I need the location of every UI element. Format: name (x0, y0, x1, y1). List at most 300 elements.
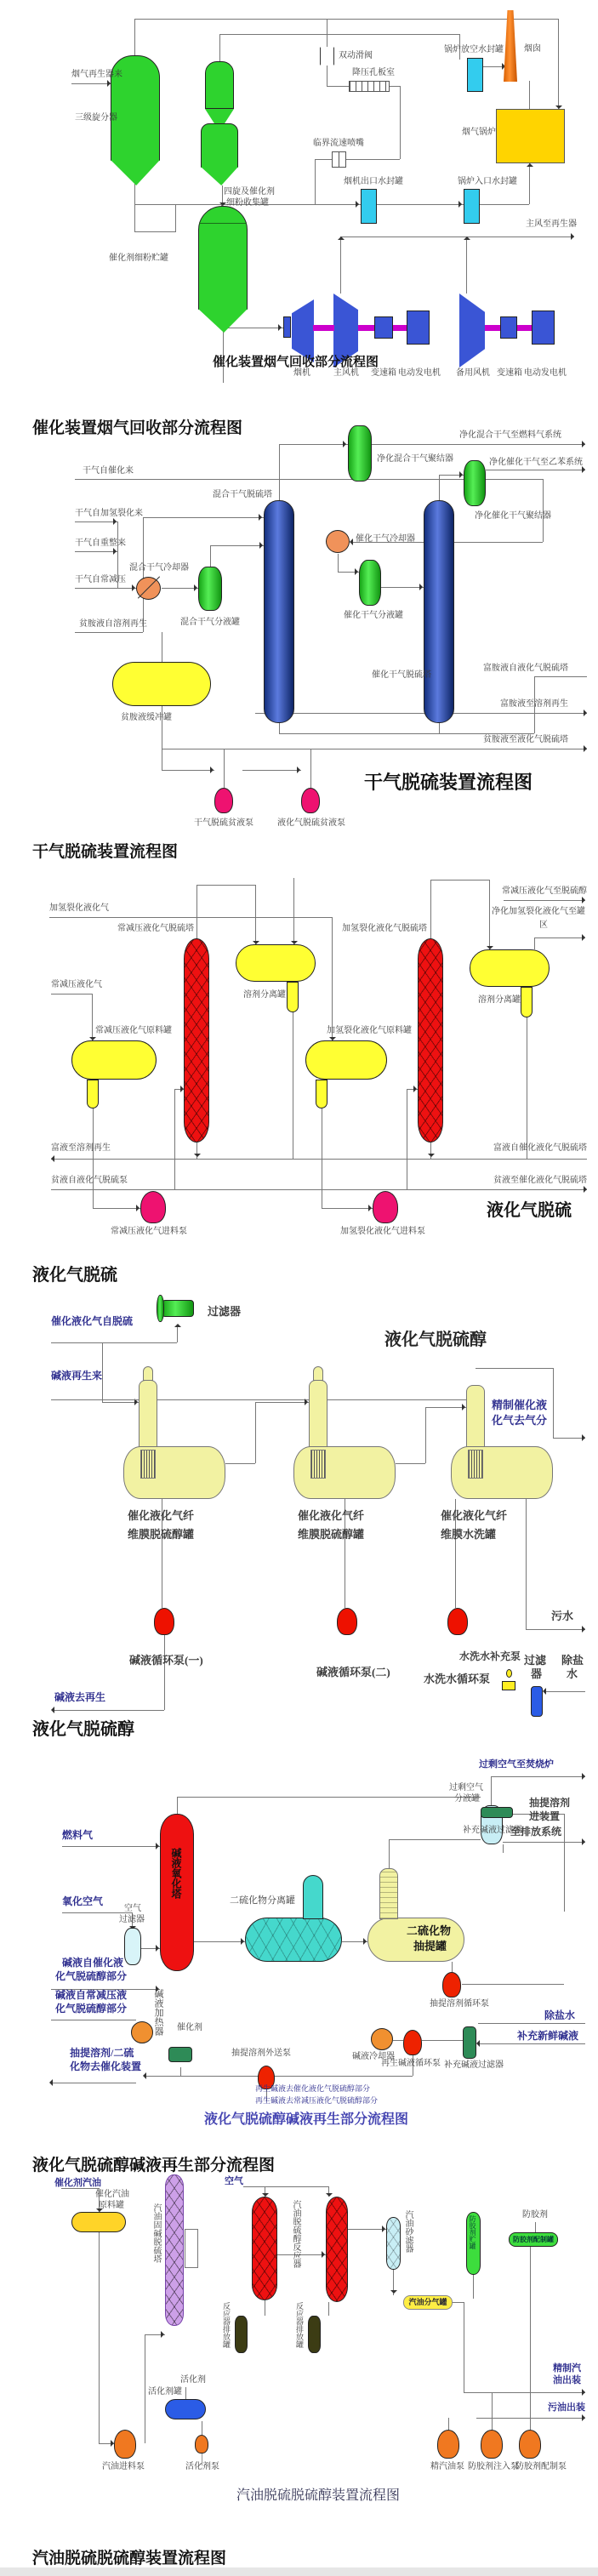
section3-caption: 液化气脱硫 (487, 1201, 572, 1220)
contactor-b-nozzle (313, 1366, 323, 1381)
label-filter2a: 过滤 (524, 1654, 547, 1667)
label-air-filter-a: 空气 (124, 1904, 141, 1913)
pipe (143, 517, 264, 518)
pipe (439, 723, 440, 733)
label-pure-hydro-b: 区 (539, 920, 548, 930)
section4-title: 液化气脱硫醇 (384, 1331, 487, 1349)
label-turbine: 烟机 (293, 368, 310, 378)
pipe (255, 713, 587, 714)
label-refined-a: 精制催化液 (492, 1399, 548, 1411)
pipe (51, 1399, 476, 1400)
pipe (62, 1912, 132, 1913)
hydro-lpg-extractor (418, 938, 443, 1143)
label-cyclone4-2: 细粉收集罐 (226, 198, 269, 208)
sweetening-reactor1 (252, 2197, 277, 2300)
label-lean-to: 贫胺液至液化气脱硫塔 (483, 735, 568, 744)
hydro-feed-tank (305, 1040, 387, 1080)
label-cooler: 碱液冷却器 (352, 2052, 395, 2061)
contactor-b-drum (293, 1446, 396, 1499)
label-cyclone3: 三级旋分器 (75, 113, 117, 123)
pipe (504, 900, 585, 901)
arrow (571, 233, 574, 240)
label-act-pump: 活化剂泵 (185, 2462, 219, 2471)
lpg-filter-flange (157, 1295, 164, 1322)
pipe (491, 1776, 585, 1777)
pipe (529, 163, 530, 204)
pipe (143, 517, 144, 632)
pipe (75, 521, 117, 522)
arrow (368, 1205, 372, 1211)
label-hydro-feed-tank: 加氢裂化液化气原料罐 (327, 1026, 412, 1035)
reactor-drain-tank1 (235, 2316, 248, 2353)
label-makeup-filter-top: 补充碱液过滤器 (463, 1826, 522, 1835)
label-regen-pump: 再生碱液循环泵 (381, 2059, 441, 2068)
arrow (458, 201, 462, 208)
activator-drum (165, 2399, 206, 2419)
standby-blower (459, 294, 485, 368)
arrow (527, 163, 533, 167)
makeup-valve (502, 1681, 515, 1690)
arrow (582, 934, 585, 941)
pipe (348, 2229, 386, 2230)
pipe (332, 917, 333, 1040)
pipe (503, 1844, 504, 1853)
contactor-b-fiber (310, 1450, 326, 1479)
fines-tank-seam (199, 223, 247, 224)
cat-gas-ko-drum (359, 560, 381, 606)
arrow (582, 897, 585, 903)
arrow (194, 584, 197, 591)
cat-gas-absorber (424, 500, 454, 723)
drygas-lean-pump (214, 788, 233, 813)
label-caustic-in: 碱液再生来 (51, 1370, 103, 1382)
label-drain2: 反应器排放罐 (295, 2302, 304, 2348)
label-standby: 备用风机 (456, 368, 490, 378)
label-out-b: 化物去催化装置 (70, 2060, 142, 2072)
label-nozzle: 临界流速喷嘴 (313, 139, 364, 148)
caustic-circ-pump2 (337, 1608, 357, 1635)
hydro-feed-tank-boot (316, 1080, 327, 1108)
lpg-lean-pump (301, 788, 320, 813)
label-regen-cdu: 再生碱液去常减压液化气脱硫醇部分 (255, 2096, 379, 2105)
cdu-lpg-extractor (184, 938, 209, 1143)
label-cdu-pump: 常减压液化气进料泵 (111, 1227, 187, 1236)
arrow (582, 2414, 585, 2421)
arrow (428, 1154, 435, 1157)
arrow (51, 1155, 54, 1162)
pipe (340, 237, 341, 294)
label-reactor: 汽油脱硫醇反应器 (291, 2200, 300, 2268)
pipe (390, 86, 400, 87)
solvent-sep-drum1-boot (287, 982, 299, 1012)
pipe (530, 2247, 531, 2431)
double-slide-valve-icon (320, 47, 334, 66)
section2-header: 干气脱硫装置流程图 (32, 843, 179, 861)
section1-caption: 催化装置烟气回收部分流程图 (213, 356, 379, 369)
lpg-filter (162, 1300, 194, 1317)
label-filter2b: 器 (531, 1667, 543, 1680)
shaft4 (485, 325, 500, 331)
pipe (464, 2392, 585, 2393)
pipe (345, 159, 400, 160)
pipe (255, 1402, 256, 1463)
label-pump-r1: 精汽油泵 (430, 2462, 464, 2471)
turbine-inlet-block (283, 316, 291, 338)
pipe (180, 2067, 181, 2076)
arrow (143, 2072, 146, 2079)
arrow (161, 2331, 164, 2338)
label-drygas-cat: 干气自催化来 (83, 466, 134, 476)
label-pump-r3: 防胶剂配制泵 (515, 2462, 567, 2471)
label-motor2: 电动发电机 (524, 368, 567, 378)
label-cyclone4-1: 四旋及催化剂 (224, 187, 275, 197)
pipe (75, 632, 143, 633)
lean-amine-buffer (112, 662, 211, 706)
section5-header: 液化气脱硫醇碱液再生部分流程图 (32, 2157, 276, 2174)
page-bottom-strip (0, 2567, 598, 2576)
pipe (194, 1941, 245, 1942)
makeup-caustic-filter-top (481, 1807, 513, 1818)
cyclone-4th-stage-funnel (205, 109, 234, 123)
pipe (293, 878, 294, 944)
pipe (255, 1402, 309, 1403)
pipe (396, 1463, 425, 1464)
label-chimney: 烟囱 (524, 44, 541, 54)
pipe (473, 2275, 474, 2299)
cyclone-4th-stage-body (201, 123, 238, 168)
label-disulf-ext-a: 二硫化物 (407, 1924, 452, 1937)
label-activator: 活化剂 (180, 2375, 206, 2385)
label-excess-drum-a: 过剩空气 (449, 1783, 483, 1792)
section6-header: 汽油脱硫脱硫醇装置流程图 (32, 2550, 227, 2567)
cyclone-4th-stage-top (205, 61, 234, 109)
makeup-filter-blue (531, 1686, 543, 1717)
label-hydro-tower: 加氢裂化液化气脱硫塔 (342, 924, 427, 933)
section4-header: 液化气脱硫醇 (32, 1720, 134, 1739)
makeup-valve-stem (506, 1669, 512, 1678)
label-lean-from-pump: 贫液自液化气脱硫泵 (51, 1176, 128, 1185)
pipe (430, 880, 489, 881)
pipe (174, 1089, 175, 1189)
label-mix-drum: 混合干气分液罐 (180, 618, 240, 627)
label-refined-b: 化气去气分 (492, 1414, 548, 1427)
fines-storage-cone (198, 309, 248, 333)
label-from-regenerator: 烟气再生器来 (71, 70, 122, 79)
label-excess-to-incin: 过剩空气至焚烧炉 (479, 1759, 554, 1770)
fixed-caustic-tower (165, 2174, 184, 2326)
pipe (389, 1839, 390, 1868)
label-fuel-gas: 燃料气 (62, 1829, 94, 1841)
label-cdu-to-merc: 常减压液化气至脱硫醇 (502, 886, 587, 896)
pipe (526, 1629, 585, 1630)
section6-caption: 汽油脱硫脱硫醇装置流程图 (236, 2488, 401, 2503)
arrow (156, 1843, 159, 1849)
label-mix-cooler: 混合干气冷却器 (129, 563, 189, 573)
arrow (382, 2226, 385, 2232)
regen-caustic-pump (403, 2030, 422, 2055)
label-rich-from: 富胺液自液化气脱硫塔 (483, 664, 568, 673)
label-blower: 主风机 (333, 368, 359, 378)
fixed-tower-side-box (185, 2229, 198, 2268)
pipe (338, 554, 339, 572)
pipe (196, 885, 255, 886)
orifice-chamber (349, 81, 390, 92)
catalyst-valve (168, 2047, 192, 2062)
chimney (504, 10, 517, 82)
arrow (194, 1154, 201, 1157)
arrow (582, 1773, 585, 1780)
pipe (328, 2302, 329, 2316)
antigum-prep-pump (519, 2430, 541, 2459)
arrow (259, 542, 263, 549)
pipe (529, 81, 530, 109)
pipe (219, 34, 220, 61)
label-pump2: 碱液循环泵(二) (316, 1666, 390, 1678)
pipe (71, 83, 111, 84)
pipe (543, 479, 544, 542)
label-inlet-seal: 锅炉入口水封罐 (458, 177, 517, 186)
pipe (535, 2222, 536, 2232)
turbine-outlet-seal-tank (361, 189, 377, 224)
arrow (476, 2040, 480, 2047)
pipe (553, 1368, 554, 1438)
label-rich-from-cat: 富液自催化液化气脱硫塔 (493, 1143, 587, 1153)
label-feed-pump: 汽油进料泵 (102, 2462, 145, 2471)
gasoline-gas-sep: 汽油分气罐 (403, 2295, 453, 2310)
contactor-a-drum (123, 1446, 225, 1499)
pipe (478, 2023, 585, 2024)
label-disulf-ext-b: 抽提罐 (413, 1940, 447, 1952)
pipe (553, 1438, 585, 1439)
label-from-cat-a: 碱液自催化液 (62, 1957, 124, 1969)
label-sand-filter: 汽油砂滤器 (403, 2210, 413, 2253)
label-fresh-caustic: 补充新鲜碱液 (517, 2030, 579, 2042)
arrow (278, 324, 282, 331)
label-from-cdu-a: 碱液自常减压液 (55, 1989, 128, 2001)
arrow (464, 237, 470, 240)
arrow (322, 2251, 325, 2258)
label-buffer: 贫胺液缓冲罐 (121, 713, 172, 722)
pipe (466, 237, 467, 294)
label-drygas-reform: 干气自重整来 (75, 539, 126, 548)
pipe (177, 1327, 178, 1342)
arrow (582, 1626, 585, 1633)
pipe (322, 1208, 373, 1209)
label-orifice: 降压孔板室 (352, 68, 395, 77)
cdu-feed-pump (140, 1191, 166, 1223)
arrow (459, 471, 463, 478)
label-regen-cat: 再生碱液去催化液化气脱硫醇部分 (255, 2084, 371, 2093)
label-tank-b1: 催化液化气纤 (298, 1509, 365, 1522)
pipe (503, 1842, 585, 1843)
arrow (326, 2193, 333, 2197)
pipe (439, 475, 440, 500)
shaft3 (393, 325, 407, 331)
label-hydro-lpg: 加氢裂化液化气 (49, 903, 109, 913)
label-from-cat-b: 化气脱硫醇部分 (55, 1970, 128, 1982)
pipe (544, 1691, 585, 1692)
contactor-a-column (139, 1380, 157, 1448)
pipe (134, 19, 558, 20)
pipe (478, 2043, 585, 2044)
label-pump-r2: 防胶剂注入泵 (468, 2462, 519, 2471)
pipe (51, 1159, 587, 1160)
pipe (75, 588, 136, 589)
arrow (136, 1205, 140, 1211)
label-tank-a2: 维膜脱硫醇罐 (128, 1528, 195, 1541)
label-outlet-seal: 烟机出口水封罐 (344, 177, 403, 186)
pipe (62, 1846, 160, 1847)
sweetening-reactor2 (326, 2197, 348, 2302)
pipe (224, 749, 225, 788)
label-tank-a1: 催化液化气纤 (128, 1509, 195, 1522)
pipe (389, 1839, 481, 1840)
arrow (543, 1688, 546, 1695)
mix-coalescer (348, 425, 372, 482)
shaft2 (358, 325, 374, 331)
refined-gasoline-pump (437, 2430, 459, 2459)
disulfide-separator (245, 1918, 342, 1962)
shaft5 (517, 325, 532, 331)
air-filter (124, 1928, 141, 1965)
pipe (134, 184, 135, 204)
gasoline-sand-filter (386, 2217, 401, 2270)
label-vent-seal: 锅炉放空水封罐 (444, 45, 504, 54)
label-rich-to: 富胺液至溶剂再生 (500, 699, 568, 709)
arrow (156, 1945, 159, 1952)
arrow (174, 1324, 181, 1327)
boiler-vent-seal-tank (467, 58, 483, 92)
pipe (134, 19, 135, 55)
arrow (113, 518, 117, 525)
label-antigum: 防胶剂 (522, 2210, 548, 2220)
arrow (584, 745, 587, 752)
arrow (419, 584, 423, 590)
label-air: 空气 (225, 2176, 243, 2186)
section1-header: 催化装置烟气回收部分流程图 (32, 419, 243, 437)
label-catalyst: 催化剂 (177, 2023, 202, 2032)
label-fixed-tower: 汽油固碱脱硫塔 (151, 2203, 161, 2263)
pipe (162, 770, 214, 771)
pipe (210, 545, 264, 546)
arrow (363, 1938, 367, 1945)
pipe (99, 2232, 100, 2443)
arrow (51, 1707, 54, 1713)
pipe (430, 880, 431, 938)
pipe (279, 444, 280, 500)
antigum-inject-pump (481, 2430, 503, 2459)
pipe (255, 885, 256, 944)
arrow (355, 568, 358, 575)
pipe (310, 749, 311, 788)
pipe (558, 19, 559, 109)
arrow (584, 710, 587, 716)
label-cat-drum: 催化干气分液罐 (344, 611, 403, 620)
fines-storage-tank (198, 206, 248, 310)
label-cat-coalescer: 净化催化干气聚结器 (475, 511, 551, 521)
solvent-sep-drum2 (470, 949, 550, 987)
motor-generator2 (532, 311, 555, 345)
label-cdu-tower: 常减压液化气脱硫塔 (117, 924, 194, 933)
pipe (164, 1635, 165, 1710)
arrow (49, 2079, 53, 2086)
label-to-vent: 至排放系统 (510, 1826, 562, 1838)
mix-gas-absorber (264, 500, 294, 723)
label-main-air: 主风至再生器 (526, 219, 577, 229)
shaft1 (313, 325, 334, 331)
label-drain1: 反应器排放罐 (222, 2302, 231, 2348)
label-out-a: 抽提溶剂/二硫 (70, 2047, 134, 2059)
contactor-a-nozzle (143, 1366, 153, 1381)
arrow (350, 539, 353, 545)
junction-box (134, 204, 176, 232)
arrow (210, 767, 214, 773)
pipe (452, 1962, 453, 1972)
label-to-fuel: 净化混合干气至燃料气系统 (459, 430, 561, 440)
label-activator-tank: 活化剂罐 (148, 2387, 182, 2396)
solvent-sep-drum2-boot (521, 987, 533, 1017)
arrow (338, 237, 345, 240)
label-solvent-in-a: 抽提溶剂 (529, 1797, 571, 1809)
pipe (225, 1463, 255, 1464)
pipe (93, 1108, 94, 1208)
label-rich-to-regen: 富液至溶剂再生 (51, 1143, 111, 1153)
arrow (582, 1434, 585, 1441)
label-excess-drum-b: 分液罐 (454, 1794, 480, 1804)
label-oxid-tower: 碱液氧化塔 (170, 1848, 182, 1899)
pipe (327, 86, 349, 87)
arrow (356, 201, 359, 208)
label-refined-a: 精制汽 (553, 2363, 581, 2374)
label-pump3: 水洗水循环泵 (424, 1673, 491, 1685)
arrow (582, 2389, 585, 2396)
arrow (297, 767, 300, 773)
label-cat-cooler: 催化干气冷却器 (356, 534, 415, 544)
disulfide-separator-neck (303, 1875, 323, 1919)
label-from-cdu-b: 化气脱硫醇部分 (55, 2003, 128, 2015)
gearbox2 (500, 316, 517, 339)
gearbox1 (374, 316, 393, 339)
pipe (279, 444, 348, 445)
solvent-sep-drum1 (236, 944, 316, 982)
pipe (376, 204, 464, 205)
label-feed-b: 原料罐 (99, 2201, 124, 2210)
label-desalted: 除盐水 (544, 2009, 576, 2021)
label-fines-tank: 催化剂细粉贮罐 (109, 254, 168, 263)
pipe (75, 551, 117, 552)
label-pure-hydro-a: 净化加氢裂化液化气至罐 (492, 907, 585, 916)
label-dw-a: 除盐 (561, 1654, 584, 1667)
arrow (305, 1399, 308, 1405)
label-solvent-in-b: 进装置 (529, 1810, 561, 1822)
label-refined-b: 油出装 (553, 2375, 581, 2385)
pipe (53, 1710, 164, 1711)
label-boiler: 烟气锅炉 (462, 128, 496, 137)
pipe (492, 2392, 493, 2431)
reactor-drain-tank2 (308, 2316, 321, 2353)
disulfide-extractor-column (379, 1868, 398, 1919)
arrow (582, 441, 585, 447)
arrow (241, 1938, 244, 1945)
pipe (564, 1814, 565, 1912)
label-out-pump: 抽提溶剂外送泵 (231, 2049, 291, 2058)
label-mix-coalescer: 净化混合干气聚结器 (377, 454, 453, 464)
pipe (102, 1402, 139, 1403)
pipe (479, 204, 529, 205)
arrow (582, 1838, 585, 1845)
gasoline-feed-tank (71, 2212, 126, 2232)
pipe (177, 1797, 481, 1798)
